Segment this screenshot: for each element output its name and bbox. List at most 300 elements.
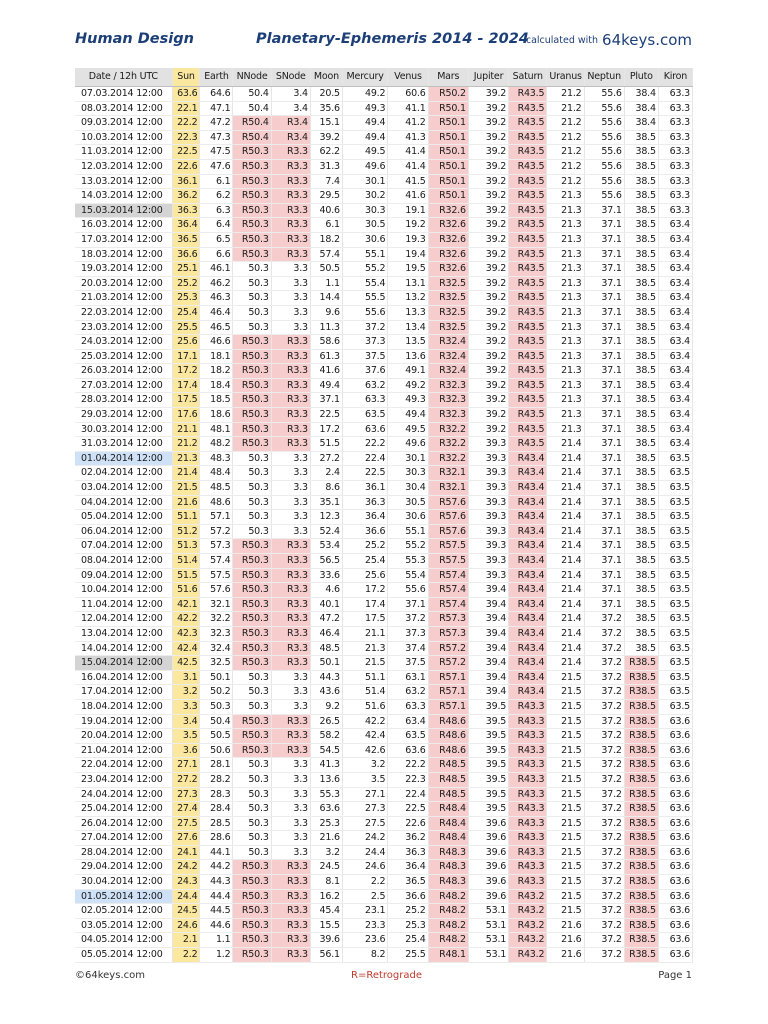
value-cell: 57.4 [200, 554, 233, 569]
column-header: Date / 12h UTC [75, 68, 172, 87]
value-cell: 49.4 [388, 408, 428, 423]
value-cell: R48.5 [428, 758, 468, 773]
value-cell: R38.5 [624, 802, 658, 817]
value-cell: 49.1 [388, 364, 428, 379]
value-cell: 36.6 [342, 524, 387, 539]
value-cell: R48.6 [428, 729, 468, 744]
value-cell: R43.5 [509, 378, 547, 393]
value-cell: R43.3 [509, 699, 547, 714]
value-cell: 63.6 [658, 845, 692, 860]
value-cell: 23.3 [342, 918, 387, 933]
table-row [75, 393, 693, 408]
value-cell: R32.1 [428, 466, 468, 481]
value-cell: R43.4 [509, 466, 547, 481]
value-cell: 27.5 [342, 816, 387, 831]
value-cell: R50.3 [233, 539, 271, 554]
value-cell: 63.4 [658, 408, 692, 423]
value-cell: 24.2 [172, 860, 200, 875]
value-cell: 37.1 [584, 539, 624, 554]
value-cell: 55.6 [584, 130, 624, 145]
value-cell: 50.3 [233, 699, 271, 714]
value-cell: 28.5 [200, 816, 233, 831]
value-cell: 21.3 [547, 276, 584, 291]
value-cell: 21.3 [172, 451, 200, 466]
value-cell: 63.3 [342, 393, 387, 408]
value-cell: 37.1 [584, 247, 624, 262]
value-cell: 21.5 [547, 831, 584, 846]
value-cell: 63.1 [388, 670, 428, 685]
value-cell: R50.3 [233, 714, 271, 729]
value-cell: R43.3 [509, 743, 547, 758]
value-cell: 55.6 [342, 305, 387, 320]
table-row [75, 437, 693, 452]
value-cell: R48.1 [428, 948, 468, 963]
value-cell: 39.6 [468, 845, 508, 860]
date-cell: 05.05.2014 12:00 [75, 948, 172, 963]
value-cell: R3.3 [271, 408, 310, 423]
date-cell: 29.04.2014 12:00 [75, 860, 172, 875]
value-cell: 30.1 [388, 451, 428, 466]
value-cell: 37.1 [584, 203, 624, 218]
value-cell: 21.3 [547, 189, 584, 204]
value-cell: 37.2 [584, 787, 624, 802]
value-cell: 37.2 [584, 626, 624, 641]
value-cell: 39.2 [468, 145, 508, 160]
value-cell: R43.5 [509, 159, 547, 174]
value-cell: 41.4 [388, 159, 428, 174]
table-row [75, 729, 693, 744]
column-header: Saturn [509, 68, 547, 87]
value-cell: 39.6 [310, 933, 342, 948]
value-cell: 25.3 [388, 918, 428, 933]
date-cell: 11.03.2014 12:00 [75, 145, 172, 160]
value-cell: R50.3 [233, 889, 271, 904]
value-cell: 51.6 [342, 699, 387, 714]
value-cell: 46.1 [200, 262, 233, 277]
value-cell: 37.2 [584, 656, 624, 671]
value-cell: 37.1 [584, 393, 624, 408]
value-cell: 63.3 [658, 116, 692, 131]
value-cell: R38.5 [624, 904, 658, 919]
value-cell: R50.3 [233, 583, 271, 598]
value-cell: R38.5 [624, 714, 658, 729]
value-cell: 21.4 [547, 597, 584, 612]
value-cell: 39.2 [468, 174, 508, 189]
value-cell: R50.3 [233, 918, 271, 933]
value-cell: 51.2 [172, 524, 200, 539]
value-cell: 39.3 [468, 524, 508, 539]
value-cell: 7.4 [310, 174, 342, 189]
value-cell: 39.2 [468, 305, 508, 320]
column-header: Mercury [342, 68, 387, 87]
value-cell: R50.3 [233, 597, 271, 612]
value-cell: 38.5 [624, 145, 658, 160]
value-cell: 63.3 [658, 130, 692, 145]
value-cell: R38.5 [624, 816, 658, 831]
column-header: Earth [200, 68, 233, 87]
value-cell: 39.4 [468, 656, 508, 671]
value-cell: 39.2 [468, 276, 508, 291]
value-cell: 13.3 [388, 305, 428, 320]
value-cell: 48.3 [200, 451, 233, 466]
value-cell: 38.5 [624, 276, 658, 291]
value-cell: R50.3 [233, 875, 271, 890]
value-cell: 37.2 [584, 816, 624, 831]
date-cell: 14.04.2014 12:00 [75, 641, 172, 656]
value-cell: 58.6 [310, 335, 342, 350]
value-cell: 39.5 [468, 758, 508, 773]
value-cell: 49.5 [342, 145, 387, 160]
table-row [75, 495, 693, 510]
value-cell: 39.2 [468, 378, 508, 393]
value-cell: R50.1 [428, 116, 468, 131]
value-cell: 21.4 [547, 451, 584, 466]
value-cell: 21.5 [547, 816, 584, 831]
value-cell: 38.4 [624, 101, 658, 116]
value-cell: 39.5 [468, 729, 508, 744]
value-cell: R43.5 [509, 349, 547, 364]
value-cell: 50.3 [233, 524, 271, 539]
value-cell: 63.5 [342, 408, 387, 423]
value-cell: 39.2 [468, 393, 508, 408]
date-cell: 23.03.2014 12:00 [75, 320, 172, 335]
value-cell: 55.6 [388, 583, 428, 598]
value-cell: 55.6 [584, 189, 624, 204]
value-cell: 27.6 [172, 831, 200, 846]
value-cell: 19.5 [388, 262, 428, 277]
value-cell: 44.2 [200, 860, 233, 875]
table-row [75, 305, 693, 320]
value-cell: 21.4 [547, 510, 584, 525]
value-cell: R50.3 [233, 743, 271, 758]
value-cell: 63.3 [658, 174, 692, 189]
value-cell: 47.5 [200, 145, 233, 160]
value-cell: 39.4 [468, 597, 508, 612]
table-body [75, 87, 693, 963]
value-cell: 21.6 [547, 918, 584, 933]
value-cell: 21.2 [547, 101, 584, 116]
value-cell: 38.5 [624, 597, 658, 612]
value-cell: 49.4 [310, 378, 342, 393]
value-cell: 21.4 [547, 568, 584, 583]
value-cell: 44.5 [200, 904, 233, 919]
value-cell: R3.3 [271, 641, 310, 656]
value-cell: 41.6 [388, 189, 428, 204]
value-cell: 63.6 [658, 933, 692, 948]
date-cell: 01.05.2014 12:00 [75, 889, 172, 904]
value-cell: 22.2 [342, 437, 387, 452]
value-cell: 21.4 [547, 612, 584, 627]
value-cell: 37.1 [584, 232, 624, 247]
date-cell: 20.04.2014 12:00 [75, 729, 172, 744]
value-cell: 37.1 [584, 524, 624, 539]
value-cell: 21.2 [547, 87, 584, 102]
value-cell: 50.4 [200, 714, 233, 729]
value-cell: 63.3 [658, 145, 692, 160]
value-cell: 63.5 [658, 597, 692, 612]
value-cell: 24.6 [172, 918, 200, 933]
value-cell: 15.1 [310, 116, 342, 131]
value-cell: R43.4 [509, 583, 547, 598]
value-cell: 37.2 [342, 320, 387, 335]
value-cell: 63.5 [658, 685, 692, 700]
value-cell: R3.4 [271, 130, 310, 145]
value-cell: 38.5 [624, 174, 658, 189]
value-cell: 22.5 [310, 408, 342, 423]
date-cell: 26.03.2014 12:00 [75, 364, 172, 379]
value-cell: 55.1 [342, 247, 387, 262]
table-row [75, 539, 693, 554]
table-row [75, 948, 693, 963]
value-cell: 17.2 [310, 422, 342, 437]
value-cell: 3.4 [172, 714, 200, 729]
value-cell: 3.4 [271, 87, 310, 102]
value-cell: 36.6 [388, 889, 428, 904]
value-cell: R48.4 [428, 816, 468, 831]
value-cell: R57.1 [428, 670, 468, 685]
value-cell: R38.5 [624, 918, 658, 933]
value-cell: 53.1 [468, 948, 508, 963]
value-cell: 63.6 [658, 948, 692, 963]
value-cell: 43.6 [310, 685, 342, 700]
value-cell: 37.1 [584, 510, 624, 525]
value-cell: 37.2 [584, 772, 624, 787]
value-cell: R38.5 [624, 656, 658, 671]
value-cell: R3.3 [271, 437, 310, 452]
value-cell: R3.3 [271, 714, 310, 729]
value-cell: 63.6 [658, 743, 692, 758]
date-cell: 03.04.2014 12:00 [75, 481, 172, 496]
value-cell: 22.4 [342, 451, 387, 466]
value-cell: 47.1 [200, 101, 233, 116]
value-cell: 3.3 [271, 670, 310, 685]
value-cell: 21.5 [547, 758, 584, 773]
value-cell: 39.4 [468, 612, 508, 627]
date-cell: 21.04.2014 12:00 [75, 743, 172, 758]
value-cell: 37.2 [584, 714, 624, 729]
value-cell: 46.3 [200, 291, 233, 306]
value-cell: 28.2 [200, 772, 233, 787]
table-row [75, 291, 693, 306]
table-row [75, 597, 693, 612]
value-cell: 40.6 [310, 203, 342, 218]
table-row [75, 510, 693, 525]
value-cell: 37.1 [584, 568, 624, 583]
value-cell: 30.3 [342, 203, 387, 218]
table-row [75, 904, 693, 919]
value-cell: R43.2 [509, 889, 547, 904]
value-cell: R57.3 [428, 612, 468, 627]
value-cell: R48.5 [428, 787, 468, 802]
value-cell: 47.2 [200, 116, 233, 131]
value-cell: 63.5 [658, 699, 692, 714]
value-cell: 50.3 [233, 510, 271, 525]
value-cell: 21.5 [547, 699, 584, 714]
table-row [75, 145, 693, 160]
date-cell: 29.03.2014 12:00 [75, 408, 172, 423]
value-cell: 63.4 [658, 218, 692, 233]
value-cell: 3.3 [271, 481, 310, 496]
value-cell: 63.4 [658, 349, 692, 364]
value-cell: 21.4 [547, 466, 584, 481]
table-row [75, 699, 693, 714]
date-cell: 07.03.2014 12:00 [75, 87, 172, 102]
value-cell: 63.5 [658, 612, 692, 627]
value-cell: R3.3 [271, 174, 310, 189]
value-cell: 55.6 [584, 174, 624, 189]
value-cell: 56.1 [310, 948, 342, 963]
date-cell: 26.04.2014 12:00 [75, 816, 172, 831]
value-cell: 63.3 [658, 189, 692, 204]
table-row [75, 408, 693, 423]
value-cell: 48.2 [200, 437, 233, 452]
value-cell: 25.4 [172, 305, 200, 320]
value-cell: 63.5 [658, 554, 692, 569]
value-cell: R50.3 [233, 948, 271, 963]
value-cell: 21.4 [547, 554, 584, 569]
value-cell: 25.2 [388, 904, 428, 919]
value-cell: R43.4 [509, 612, 547, 627]
value-cell: 36.3 [388, 845, 428, 860]
value-cell: 27.3 [342, 802, 387, 817]
value-cell: R3.3 [271, 948, 310, 963]
value-cell: R43.3 [509, 816, 547, 831]
value-cell: 22.5 [388, 802, 428, 817]
value-cell: R43.5 [509, 130, 547, 145]
value-cell: 47.6 [200, 159, 233, 174]
value-cell: 23.6 [342, 933, 387, 948]
value-cell: R3.3 [271, 232, 310, 247]
value-cell: 6.2 [200, 189, 233, 204]
date-cell: 05.04.2014 12:00 [75, 510, 172, 525]
table-row [75, 714, 693, 729]
value-cell: 3.1 [172, 670, 200, 685]
value-cell: 22.1 [172, 101, 200, 116]
value-cell: 37.1 [388, 597, 428, 612]
value-cell: R38.5 [624, 743, 658, 758]
value-cell: R3.3 [271, 203, 310, 218]
value-cell: 11.3 [310, 320, 342, 335]
date-cell: 25.04.2014 12:00 [75, 802, 172, 817]
value-cell: 22.6 [172, 159, 200, 174]
value-cell: R38.5 [624, 699, 658, 714]
date-cell: 17.04.2014 12:00 [75, 685, 172, 700]
table-row [75, 918, 693, 933]
date-cell: 20.03.2014 12:00 [75, 276, 172, 291]
value-cell: 63.4 [658, 291, 692, 306]
value-cell: R57.4 [428, 583, 468, 598]
value-cell: R43.3 [509, 772, 547, 787]
value-cell: 21.4 [547, 641, 584, 656]
value-cell: 3.3 [271, 466, 310, 481]
value-cell: R32.5 [428, 305, 468, 320]
value-cell: 13.5 [388, 335, 428, 350]
value-cell: 37.2 [584, 758, 624, 773]
value-cell: 63.4 [658, 437, 692, 452]
value-cell: 63.4 [658, 320, 692, 335]
value-cell: 57.1 [200, 510, 233, 525]
value-cell: R32.1 [428, 481, 468, 496]
value-cell: R50.3 [233, 904, 271, 919]
value-cell: R32.6 [428, 218, 468, 233]
value-cell: 55.3 [310, 787, 342, 802]
value-cell: 50.3 [233, 305, 271, 320]
value-cell: 25.2 [342, 539, 387, 554]
value-cell: 39.2 [468, 87, 508, 102]
value-cell: 50.6 [200, 743, 233, 758]
value-cell: 42.3 [172, 626, 200, 641]
table-row [75, 247, 693, 262]
value-cell: 37.1 [584, 422, 624, 437]
value-cell: 37.1 [584, 466, 624, 481]
value-cell: R43.4 [509, 626, 547, 641]
value-cell: 42.1 [172, 597, 200, 612]
table-row [75, 758, 693, 773]
value-cell: R43.4 [509, 641, 547, 656]
value-cell: R3.3 [271, 743, 310, 758]
value-cell: 21.5 [547, 714, 584, 729]
value-cell: 38.5 [624, 335, 658, 350]
value-cell: 49.2 [388, 378, 428, 393]
column-header: Kiron [658, 68, 692, 87]
value-cell: R50.3 [233, 174, 271, 189]
value-cell: R3.3 [271, 393, 310, 408]
value-cell: R43.5 [509, 305, 547, 320]
value-cell: 39.5 [468, 699, 508, 714]
table-row [75, 612, 693, 627]
value-cell: 3.3 [271, 699, 310, 714]
value-cell: 38.5 [624, 349, 658, 364]
date-cell: 10.04.2014 12:00 [75, 583, 172, 598]
value-cell: 3.3 [271, 802, 310, 817]
value-cell: 25.3 [172, 291, 200, 306]
value-cell: 63.2 [342, 378, 387, 393]
value-cell: R38.5 [624, 787, 658, 802]
value-cell: 63.4 [658, 276, 692, 291]
value-cell: 21.3 [547, 320, 584, 335]
value-cell: 3.5 [172, 729, 200, 744]
value-cell: 18.4 [200, 378, 233, 393]
value-cell: 39.4 [468, 670, 508, 685]
value-cell: R38.5 [624, 875, 658, 890]
date-cell: 19.03.2014 12:00 [75, 262, 172, 277]
value-cell: 37.2 [584, 729, 624, 744]
date-cell: 03.05.2014 12:00 [75, 918, 172, 933]
value-cell: R50.3 [233, 641, 271, 656]
value-cell: R38.5 [624, 685, 658, 700]
value-cell: 18.5 [200, 393, 233, 408]
value-cell: 19.2 [388, 218, 428, 233]
value-cell: 21.5 [547, 889, 584, 904]
value-cell: 3.3 [271, 305, 310, 320]
value-cell: 39.3 [468, 481, 508, 496]
value-cell: R50.3 [233, 568, 271, 583]
value-cell: 3.6 [172, 743, 200, 758]
value-cell: R3.3 [271, 189, 310, 204]
date-cell: 16.04.2014 12:00 [75, 670, 172, 685]
value-cell: 38.5 [624, 422, 658, 437]
value-cell: R50.3 [233, 378, 271, 393]
value-cell: R3.3 [271, 933, 310, 948]
value-cell: 8.2 [342, 948, 387, 963]
value-cell: R50.2 [428, 87, 468, 102]
table-row [75, 831, 693, 846]
value-cell: 30.2 [342, 189, 387, 204]
value-cell: 20.5 [310, 87, 342, 102]
value-cell: 39.5 [468, 743, 508, 758]
value-cell: 50.3 [200, 699, 233, 714]
footer-legend: R=Retrograde [351, 970, 422, 981]
